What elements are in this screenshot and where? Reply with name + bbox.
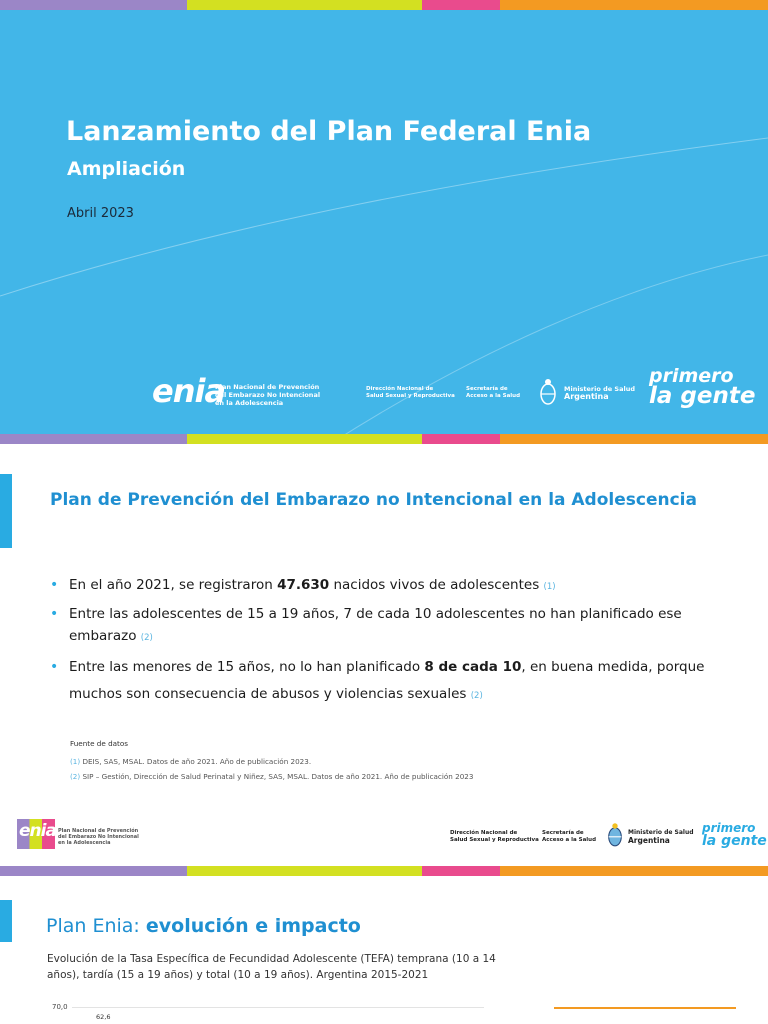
chart-caption: Evolución de la Tasa Específica de Fecundidad Adolescente (TEFA) temprana (10 a 14 años), tardía (15 a 19 años) y total (10 a 19 años). Argentina 2015-2021 bbox=[47, 953, 496, 981]
enia-color-logo: enia bbox=[17, 819, 55, 849]
source-item: (2) SIP – Gestión, Dirección de Salud Perinatal y Niñez, SAS, MSAL. Datos de año 2021. Año de publicación 2023 bbox=[70, 772, 474, 781]
prevention-slide bbox=[0, 444, 768, 876]
sources-heading: Fuente de datos bbox=[70, 739, 128, 748]
evolution-slide bbox=[0, 876, 768, 1024]
bullet-list bbox=[50, 574, 730, 715]
legend-series-line bbox=[554, 1007, 736, 1009]
enia-logo: enia bbox=[152, 372, 226, 410]
bullet-dot-icon: • bbox=[50, 577, 59, 593]
y-axis-tick: 70,0 bbox=[52, 1003, 68, 1011]
slide-title: Lanzamiento del Plan Federal Enia bbox=[66, 116, 592, 147]
bullet-dot-icon: • bbox=[50, 606, 59, 622]
slide-date: Abril 2023 bbox=[67, 206, 134, 221]
org-secretaria: Secretaría de Acceso a la Salud bbox=[542, 830, 597, 843]
primero-la-gente-logo: primero la gente bbox=[649, 365, 756, 409]
enia-description: Plan Nacional de Prevención del Embarazo No Intencional en la Adolescencia bbox=[58, 828, 139, 846]
bullet-item: • Entre las menores de 15 años, no lo han planificado 8 de cada 10, en buena medida, porque muchos son consecuencia de abusos y violencias sexuales (2) bbox=[50, 654, 730, 710]
reference-marker: (2) bbox=[470, 691, 483, 701]
bottom-color-stripe bbox=[0, 866, 768, 876]
enia-description: Plan Nacional de Prevención del Embarazo No Intencional en la Adolescencia bbox=[215, 383, 321, 407]
coat-of-arms-icon bbox=[538, 377, 558, 407]
slide-title: Plan Enia: evolución e impacto bbox=[46, 915, 361, 937]
ministry-label: Ministerio de Salud Argentina bbox=[628, 829, 694, 845]
bottom-color-stripe bbox=[0, 434, 768, 444]
chart-gridline bbox=[72, 1007, 484, 1008]
bullet-item: • Entre las adolescentes de 15 a 19 años, 7 de cada 10 adolescentes no han planificado ese embarazo (2) bbox=[50, 603, 730, 649]
slide-subtitle: Ampliación bbox=[67, 158, 186, 180]
ministry-label: Ministerio de Salud Argentina bbox=[564, 385, 635, 401]
bullet-item: • En el año 2021, se registraron 47.630 nacidos vivos de adolescentes (1) bbox=[50, 574, 730, 598]
coat-of-arms-icon bbox=[606, 821, 624, 849]
data-label: 62,6 bbox=[96, 1013, 111, 1021]
reference-marker: (1) bbox=[543, 582, 556, 592]
org-direccion: Dirección Nacional de Salud Sexual y Reproductiva bbox=[366, 386, 455, 399]
title-accent-bar bbox=[0, 900, 12, 942]
reference-marker: (2) bbox=[140, 633, 153, 643]
primero-la-gente-logo: primero la gente bbox=[702, 821, 767, 849]
slide-title: Plan de Prevención del Embarazo no Intencional en la Adolescencia bbox=[50, 490, 697, 510]
bullet-dot-icon: • bbox=[50, 659, 59, 675]
title-accent-bar bbox=[0, 474, 12, 548]
org-secretaria: Secretaría de Acceso a la Salud bbox=[466, 386, 521, 399]
org-direccion: Dirección Nacional de Salud Sexual y Reproductiva bbox=[450, 830, 539, 843]
data-sources bbox=[70, 736, 473, 784]
source-item: (1) DEIS, SAS, MSAL. Datos de año 2021. Año de publicación 2023. bbox=[70, 757, 312, 766]
cover-slide bbox=[0, 0, 768, 444]
